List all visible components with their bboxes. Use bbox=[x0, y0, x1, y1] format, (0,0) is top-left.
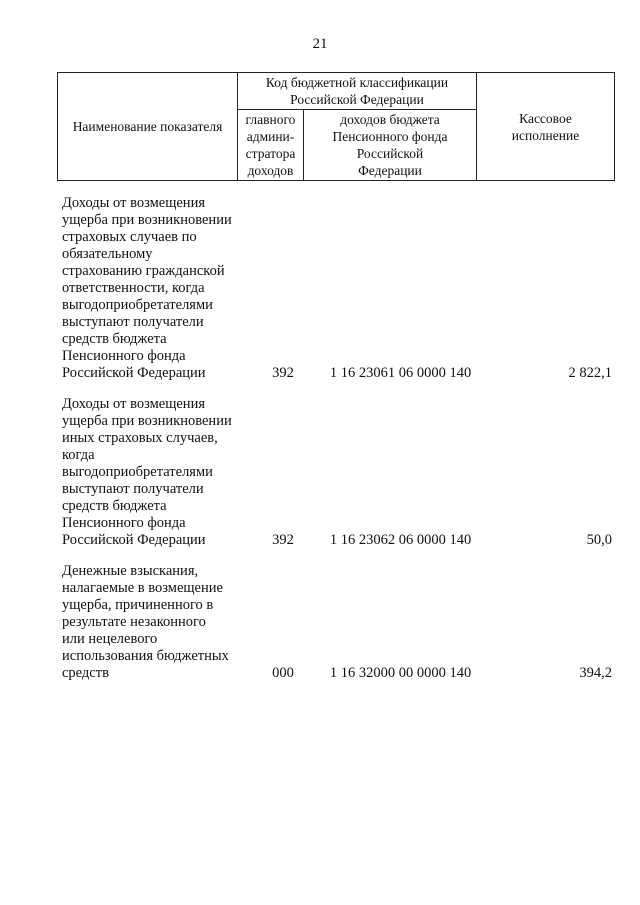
table-header bbox=[57, 72, 615, 181]
header-classification-group: Код бюджетной классификации Российской Федерации bbox=[238, 73, 477, 110]
row-name: Доходы от возмещения ущерба при возникновении страховых случаев по обязательному страхованию гражданской ответственности, когда выгодоприобретателями выступают получатели средств бюджета Пенсионного фонда Российской Федерации bbox=[62, 195, 232, 381]
header-admin-code-column: главного админи- стратора доходов bbox=[238, 110, 304, 181]
header-name-column: Наименование показателя bbox=[58, 73, 238, 181]
row-admin-code: 000 bbox=[272, 665, 294, 681]
table-row bbox=[0, 195, 640, 382]
row-amount: 50,0 bbox=[586, 532, 612, 548]
row-amount: 2 822,1 bbox=[568, 365, 612, 381]
row-admin-code: 392 bbox=[272, 365, 294, 381]
table-row bbox=[0, 396, 640, 549]
page-number: 21 bbox=[312, 36, 328, 52]
header-revenue-code-column: доходов бюджета Пенсионного фонда Российской Федерации bbox=[304, 110, 477, 181]
row-amount: 394,2 bbox=[579, 665, 612, 681]
table-row bbox=[0, 563, 640, 682]
row-admin-code: 392 bbox=[272, 532, 294, 548]
row-name: Доходы от возмещения ущерба при возникновении иных страховых случаев, когда выгодоприобретателями выступают получатели средств бюджета Пенсионного фонда Российской Федерации bbox=[62, 396, 232, 548]
row-classification-code: 1 16 23062 06 0000 140 bbox=[329, 532, 472, 548]
table-body bbox=[0, 195, 640, 682]
row-classification-code: 1 16 23061 06 0000 140 bbox=[329, 365, 472, 381]
header-execution-column: Кассовое исполнение bbox=[477, 73, 615, 181]
row-classification-code: 1 16 32000 00 0000 140 bbox=[329, 665, 472, 681]
row-name: Денежные взыскания, налагаемые в возмещение ущерба, причиненного в результате незаконного или нецелевого использования бюджетных средств bbox=[62, 563, 229, 681]
